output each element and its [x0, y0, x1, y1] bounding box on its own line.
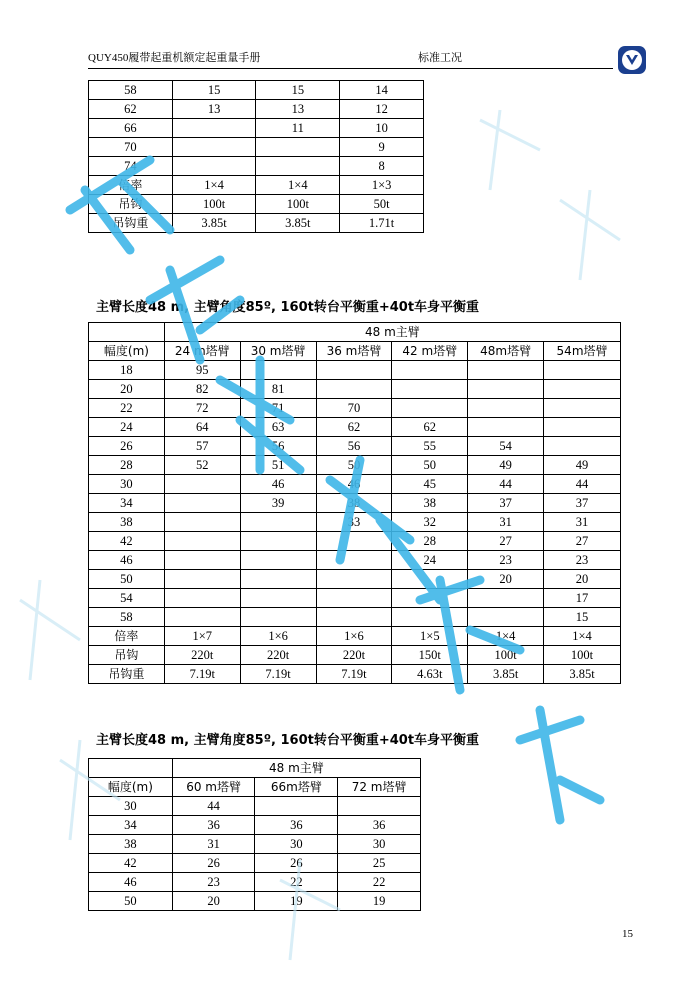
table-row — [89, 81, 424, 100]
capacity-cell: 31 — [172, 835, 255, 854]
capacity-cell — [544, 361, 621, 380]
capacity-cell — [544, 399, 621, 418]
capacity-cell: 56 — [240, 437, 316, 456]
capacity-cell — [240, 513, 316, 532]
xcmg-logo-icon — [618, 46, 646, 74]
capacity-cell: 22 — [255, 873, 338, 892]
jib-column-header: 24 m塔臂 — [164, 342, 240, 361]
capacity-cell — [468, 418, 544, 437]
footer-cell: 220t — [164, 646, 240, 665]
capacity-cell — [468, 399, 544, 418]
capacity-cell — [172, 138, 256, 157]
radius-cell: 50 — [89, 570, 165, 589]
capacity-cell: 44 — [172, 797, 255, 816]
radius-cell: 34 — [89, 494, 165, 513]
jib-column-header: 54m塔臂 — [544, 342, 621, 361]
footer-cell: 1.71t — [340, 214, 424, 233]
table-row — [89, 456, 621, 475]
radius-cell: 54 — [89, 589, 165, 608]
group-header: 48 m主臂 — [164, 323, 620, 342]
capacity-cell: 62 — [316, 418, 392, 437]
radius-cell: 24 — [89, 418, 165, 437]
capacity-cell: 22 — [338, 873, 421, 892]
jib-column-header: 30 m塔臂 — [240, 342, 316, 361]
capacity-cell — [164, 589, 240, 608]
footer-cell: 1×5 — [392, 627, 468, 646]
footer-cell: 1×4 — [468, 627, 544, 646]
footer-cell: 7.19t — [316, 665, 392, 684]
table-row — [89, 138, 424, 157]
capacity-cell: 36 — [338, 816, 421, 835]
capacity-cell — [164, 513, 240, 532]
radius-cell: 50 — [89, 892, 173, 911]
row-label: 倍率 — [89, 627, 165, 646]
capacity-cell: 36 — [255, 816, 338, 835]
capacity-cell: 17 — [544, 589, 621, 608]
capacity-cell: 19 — [338, 892, 421, 911]
capacity-cell: 15 — [172, 81, 256, 100]
jib-column-header: 42 m塔臂 — [392, 342, 468, 361]
radius-cell: 30 — [89, 797, 173, 816]
jib-column-header: 36 m塔臂 — [316, 342, 392, 361]
radius-cell: 62 — [89, 100, 173, 119]
capacity-cell — [316, 570, 392, 589]
radius-cell: 18 — [89, 361, 165, 380]
footer-cell: 3.85t — [544, 665, 621, 684]
capacity-cell — [468, 589, 544, 608]
capacity-cell: 24 — [392, 551, 468, 570]
capacity-cell: 56 — [316, 437, 392, 456]
capacity-cell — [468, 361, 544, 380]
load-table-continued — [88, 80, 424, 233]
capacity-cell — [164, 551, 240, 570]
capacity-cell — [256, 157, 340, 176]
footer-cell: 1×4 — [172, 176, 256, 195]
capacity-cell — [164, 570, 240, 589]
capacity-cell: 44 — [544, 475, 621, 494]
capacity-cell: 27 — [544, 532, 621, 551]
table-row — [89, 361, 621, 380]
capacity-cell: 37 — [468, 494, 544, 513]
capacity-cell — [172, 119, 256, 138]
radius-cell: 46 — [89, 873, 173, 892]
footer-cell: 150t — [392, 646, 468, 665]
capacity-cell — [392, 361, 468, 380]
capacity-cell: 19 — [255, 892, 338, 911]
footer-cell: 3.85t — [172, 214, 256, 233]
jib-column-header: 60 m塔臂 — [172, 778, 255, 797]
table-row — [89, 797, 421, 816]
radius-cell: 42 — [89, 532, 165, 551]
footer-cell: 1×7 — [164, 627, 240, 646]
capacity-cell — [240, 532, 316, 551]
table-row — [89, 494, 621, 513]
capacity-cell: 23 — [468, 551, 544, 570]
footer-cell: 4.63t — [392, 665, 468, 684]
capacity-cell — [468, 608, 544, 627]
capacity-cell: 20 — [172, 892, 255, 911]
table-row — [89, 119, 424, 138]
blank-corner-cell — [89, 759, 173, 778]
capacity-cell: 51 — [240, 456, 316, 475]
footer-cell: 220t — [316, 646, 392, 665]
capacity-cell: 27 — [468, 532, 544, 551]
group-header: 48 m主臂 — [172, 759, 420, 778]
capacity-cell: 46 — [316, 475, 392, 494]
radius-cell: 28 — [89, 456, 165, 475]
capacity-cell — [164, 532, 240, 551]
capacity-cell: 46 — [240, 475, 316, 494]
table-row — [89, 835, 421, 854]
capacity-cell: 33 — [316, 513, 392, 532]
capacity-cell — [544, 418, 621, 437]
table-row — [89, 100, 424, 119]
capacity-cell: 15 — [256, 81, 340, 100]
capacity-cell — [316, 532, 392, 551]
row-label: 倍率 — [89, 176, 173, 195]
capacity-cell — [164, 475, 240, 494]
capacity-cell: 70 — [316, 399, 392, 418]
capacity-cell — [544, 437, 621, 456]
capacity-cell: 49 — [468, 456, 544, 475]
table-row — [89, 816, 421, 835]
capacity-cell: 82 — [164, 380, 240, 399]
capacity-cell: 50 — [392, 456, 468, 475]
jib-column-header: 48m塔臂 — [468, 342, 544, 361]
table-row — [89, 854, 421, 873]
radius-column-header: 幅度(m) — [89, 342, 165, 361]
radius-cell: 30 — [89, 475, 165, 494]
capacity-cell: 30 — [255, 835, 338, 854]
table-row — [89, 892, 421, 911]
table-caption: 主臂长度48 m, 主臂角度85º, 160t转台平衡重+40t车身平衡重 — [96, 300, 480, 315]
row-label: 吊钩 — [89, 646, 165, 665]
capacity-cell: 11 — [256, 119, 340, 138]
capacity-cell: 49 — [544, 456, 621, 475]
table-row — [89, 608, 621, 627]
footer-cell: 1×4 — [256, 176, 340, 195]
capacity-cell: 12 — [340, 100, 424, 119]
capacity-cell: 71 — [240, 399, 316, 418]
capacity-cell: 72 — [164, 399, 240, 418]
radius-cell: 42 — [89, 854, 173, 873]
table-row — [89, 532, 621, 551]
table-row — [89, 380, 621, 399]
capacity-cell — [172, 157, 256, 176]
footer-cell: 7.19t — [164, 665, 240, 684]
table-footer-row — [89, 665, 621, 684]
section-title: 标准工况 — [418, 52, 462, 64]
capacity-cell: 57 — [164, 437, 240, 456]
capacity-cell — [392, 380, 468, 399]
radius-cell: 20 — [89, 380, 165, 399]
capacity-cell — [240, 608, 316, 627]
capacity-cell: 26 — [255, 854, 338, 873]
capacity-cell: 55 — [392, 437, 468, 456]
capacity-cell: 50 — [316, 456, 392, 475]
header-rule — [88, 68, 613, 69]
footer-cell: 3.85t — [256, 214, 340, 233]
capacity-cell: 25 — [338, 854, 421, 873]
capacity-cell: 9 — [340, 138, 424, 157]
capacity-cell — [255, 797, 338, 816]
capacity-cell: 45 — [392, 475, 468, 494]
capacity-cell — [164, 494, 240, 513]
page-header — [88, 50, 613, 66]
footer-cell: 1×6 — [316, 627, 392, 646]
radius-cell: 26 — [89, 437, 165, 456]
table-row — [89, 873, 421, 892]
table-row — [89, 437, 621, 456]
capacity-cell — [392, 608, 468, 627]
capacity-cell: 37 — [544, 494, 621, 513]
capacity-cell: 54 — [468, 437, 544, 456]
radius-cell: 58 — [89, 608, 165, 627]
load-table-48m-main-boom — [88, 322, 621, 684]
capacity-cell: 15 — [544, 608, 621, 627]
table-row — [89, 399, 621, 418]
table-row — [89, 589, 621, 608]
radius-cell: 38 — [89, 513, 165, 532]
page-number: 15 — [622, 928, 633, 940]
capacity-cell — [392, 399, 468, 418]
capacity-cell: 23 — [544, 551, 621, 570]
capacity-cell — [338, 797, 421, 816]
capacity-cell: 44 — [468, 475, 544, 494]
capacity-cell — [240, 361, 316, 380]
row-label: 吊钩重 — [89, 665, 165, 684]
capacity-cell: 20 — [544, 570, 621, 589]
radius-cell: 58 — [89, 81, 173, 100]
row-label: 吊钩重 — [89, 214, 173, 233]
radius-cell: 38 — [89, 835, 173, 854]
table-row — [89, 570, 621, 589]
footer-cell: 3.85t — [468, 665, 544, 684]
manual-title: QUY450履带起重机额定起重量手册 — [88, 52, 261, 64]
radius-cell: 70 — [89, 138, 173, 157]
capacity-cell — [316, 608, 392, 627]
capacity-cell: 62 — [392, 418, 468, 437]
capacity-cell: 64 — [164, 418, 240, 437]
footer-cell: 1×6 — [240, 627, 316, 646]
capacity-cell — [240, 570, 316, 589]
capacity-cell: 31 — [544, 513, 621, 532]
radius-cell: 46 — [89, 551, 165, 570]
jib-column-header: 66m塔臂 — [255, 778, 338, 797]
capacity-cell: 13 — [256, 100, 340, 119]
capacity-cell — [256, 138, 340, 157]
capacity-cell: 39 — [240, 494, 316, 513]
capacity-cell: 28 — [392, 532, 468, 551]
capacity-cell: 81 — [240, 380, 316, 399]
capacity-cell: 63 — [240, 418, 316, 437]
footer-cell: 220t — [240, 646, 316, 665]
capacity-cell: 14 — [340, 81, 424, 100]
capacity-cell: 30 — [338, 835, 421, 854]
capacity-cell: 52 — [164, 456, 240, 475]
footer-cell: 100t — [172, 195, 256, 214]
radius-cell: 66 — [89, 119, 173, 138]
table-row — [89, 418, 621, 437]
table-footer-row — [89, 214, 424, 233]
capacity-cell: 13 — [172, 100, 256, 119]
blank-corner-cell — [89, 323, 165, 342]
capacity-cell — [544, 380, 621, 399]
capacity-cell — [316, 589, 392, 608]
table-footer-row — [89, 195, 424, 214]
capacity-cell — [240, 551, 316, 570]
table-row — [89, 475, 621, 494]
capacity-cell: 26 — [172, 854, 255, 873]
footer-cell: 100t — [256, 195, 340, 214]
row-label: 吊钩 — [89, 195, 173, 214]
table-footer-row — [89, 627, 621, 646]
capacity-cell — [240, 589, 316, 608]
capacity-cell: 36 — [172, 816, 255, 835]
capacity-cell — [316, 380, 392, 399]
radius-cell: 22 — [89, 399, 165, 418]
capacity-cell — [392, 570, 468, 589]
footer-cell: 100t — [544, 646, 621, 665]
footer-cell: 50t — [340, 195, 424, 214]
capacity-cell: 38 — [316, 494, 392, 513]
capacity-cell — [468, 380, 544, 399]
table-row — [89, 551, 621, 570]
capacity-cell: 32 — [392, 513, 468, 532]
radius-column-header: 幅度(m) — [89, 778, 173, 797]
footer-cell: 1×3 — [340, 176, 424, 195]
capacity-cell — [392, 589, 468, 608]
table-caption: 主臂长度48 m, 主臂角度85º, 160t转台平衡重+40t车身平衡重 — [96, 733, 480, 748]
capacity-cell: 31 — [468, 513, 544, 532]
load-table-48m-main-boom-long-jib — [88, 758, 421, 911]
jib-column-header: 72 m塔臂 — [338, 778, 421, 797]
capacity-cell: 23 — [172, 873, 255, 892]
radius-cell: 34 — [89, 816, 173, 835]
footer-cell: 7.19t — [240, 665, 316, 684]
capacity-cell — [164, 608, 240, 627]
footer-cell: 1×4 — [544, 627, 621, 646]
capacity-cell: 20 — [468, 570, 544, 589]
capacity-cell: 8 — [340, 157, 424, 176]
table-footer-row — [89, 176, 424, 195]
capacity-cell: 10 — [340, 119, 424, 138]
capacity-cell: 95 — [164, 361, 240, 380]
capacity-cell — [316, 361, 392, 380]
footer-cell: 100t — [468, 646, 544, 665]
table-row — [89, 157, 424, 176]
table-row — [89, 513, 621, 532]
radius-cell: 74 — [89, 157, 173, 176]
capacity-cell — [316, 551, 392, 570]
capacity-cell: 38 — [392, 494, 468, 513]
table-footer-row — [89, 646, 621, 665]
